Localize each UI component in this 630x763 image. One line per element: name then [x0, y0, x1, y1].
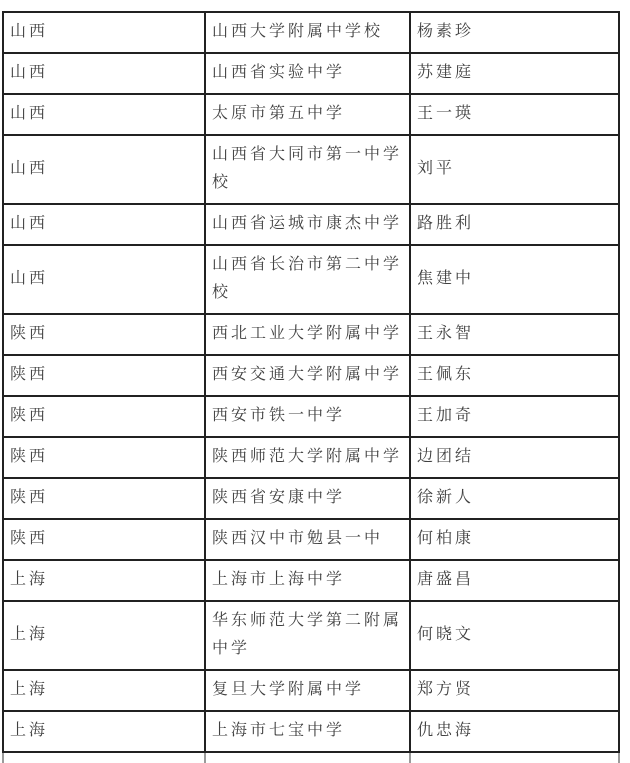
- table-row-partial: [3, 752, 619, 763]
- school-cell: 山西大学附属中学校: [205, 12, 410, 53]
- table-row: [3, 245, 619, 314]
- table-row: [3, 355, 619, 396]
- name-cell: 何柏康: [410, 519, 619, 560]
- table-row: [3, 601, 619, 670]
- school-cell: 西北工业大学附属中学: [205, 314, 410, 355]
- table-row: [3, 94, 619, 135]
- school-cell: 山西省大同市第一中学校: [205, 135, 410, 204]
- table-row: [3, 204, 619, 245]
- school-cell: 陕西汉中市勉县一中: [205, 519, 410, 560]
- school-cell: 陕西省安康中学: [205, 478, 410, 519]
- province-cell: 陕西: [3, 519, 205, 560]
- school-cell: 西安市铁一中学: [205, 396, 410, 437]
- partial-next-row: [3, 752, 619, 763]
- table-row: [3, 12, 619, 53]
- province-cell: 山西: [3, 135, 205, 204]
- name-cell: 王加奇: [410, 396, 619, 437]
- table-row: [3, 437, 619, 478]
- school-cell: [205, 752, 410, 763]
- province-cell: 上海: [3, 560, 205, 601]
- school-cell: 西安交通大学附属中学: [205, 355, 410, 396]
- name-cell: 唐盛昌: [410, 560, 619, 601]
- table-row: [3, 396, 619, 437]
- table-row: [3, 478, 619, 519]
- name-cell: 仇忠海: [410, 711, 619, 752]
- province-cell: 上海: [3, 601, 205, 670]
- school-cell: 山西省长治市第二中学校: [205, 245, 410, 314]
- name-cell: 焦建中: [410, 245, 619, 314]
- table-row: [3, 560, 619, 601]
- province-cell: 山西: [3, 53, 205, 94]
- name-cell: [410, 752, 619, 763]
- province-cell: 上海: [3, 711, 205, 752]
- table-row: [3, 670, 619, 711]
- table-row: [3, 711, 619, 752]
- school-cell: 山西省运城市康杰中学: [205, 204, 410, 245]
- name-cell: 杨素珍: [410, 12, 619, 53]
- province-cell: 山西: [3, 94, 205, 135]
- name-cell: 王佩东: [410, 355, 619, 396]
- name-cell: 苏建庭: [410, 53, 619, 94]
- school-cell: 山西省实验中学: [205, 53, 410, 94]
- province-cell: 陕西: [3, 437, 205, 478]
- province-cell: 山西: [3, 204, 205, 245]
- school-roster-table: [2, 11, 620, 763]
- school-cell: 华东师范大学第二附属中学: [205, 601, 410, 670]
- name-cell: 路胜利: [410, 204, 619, 245]
- province-cell: 陕西: [3, 355, 205, 396]
- school-cell: 上海市七宝中学: [205, 711, 410, 752]
- province-cell: 陕西: [3, 314, 205, 355]
- table-body: [3, 12, 619, 752]
- table-row: [3, 53, 619, 94]
- name-cell: 王永智: [410, 314, 619, 355]
- name-cell: 王一瑛: [410, 94, 619, 135]
- name-cell: 刘平: [410, 135, 619, 204]
- school-cell: 复旦大学附属中学: [205, 670, 410, 711]
- school-cell: 上海市上海中学: [205, 560, 410, 601]
- name-cell: 边团结: [410, 437, 619, 478]
- table-row: [3, 314, 619, 355]
- table-row: [3, 135, 619, 204]
- table-row: [3, 519, 619, 560]
- province-cell: 山西: [3, 12, 205, 53]
- school-cell: 陕西师范大学附属中学: [205, 437, 410, 478]
- name-cell: 徐新人: [410, 478, 619, 519]
- province-cell: 陕西: [3, 396, 205, 437]
- school-cell: 太原市第五中学: [205, 94, 410, 135]
- province-cell: 山西: [3, 245, 205, 314]
- province-cell: 上海: [3, 670, 205, 711]
- province-cell: 陕西: [3, 478, 205, 519]
- province-cell: [3, 752, 205, 763]
- name-cell: 郑方贤: [410, 670, 619, 711]
- name-cell: 何晓文: [410, 601, 619, 670]
